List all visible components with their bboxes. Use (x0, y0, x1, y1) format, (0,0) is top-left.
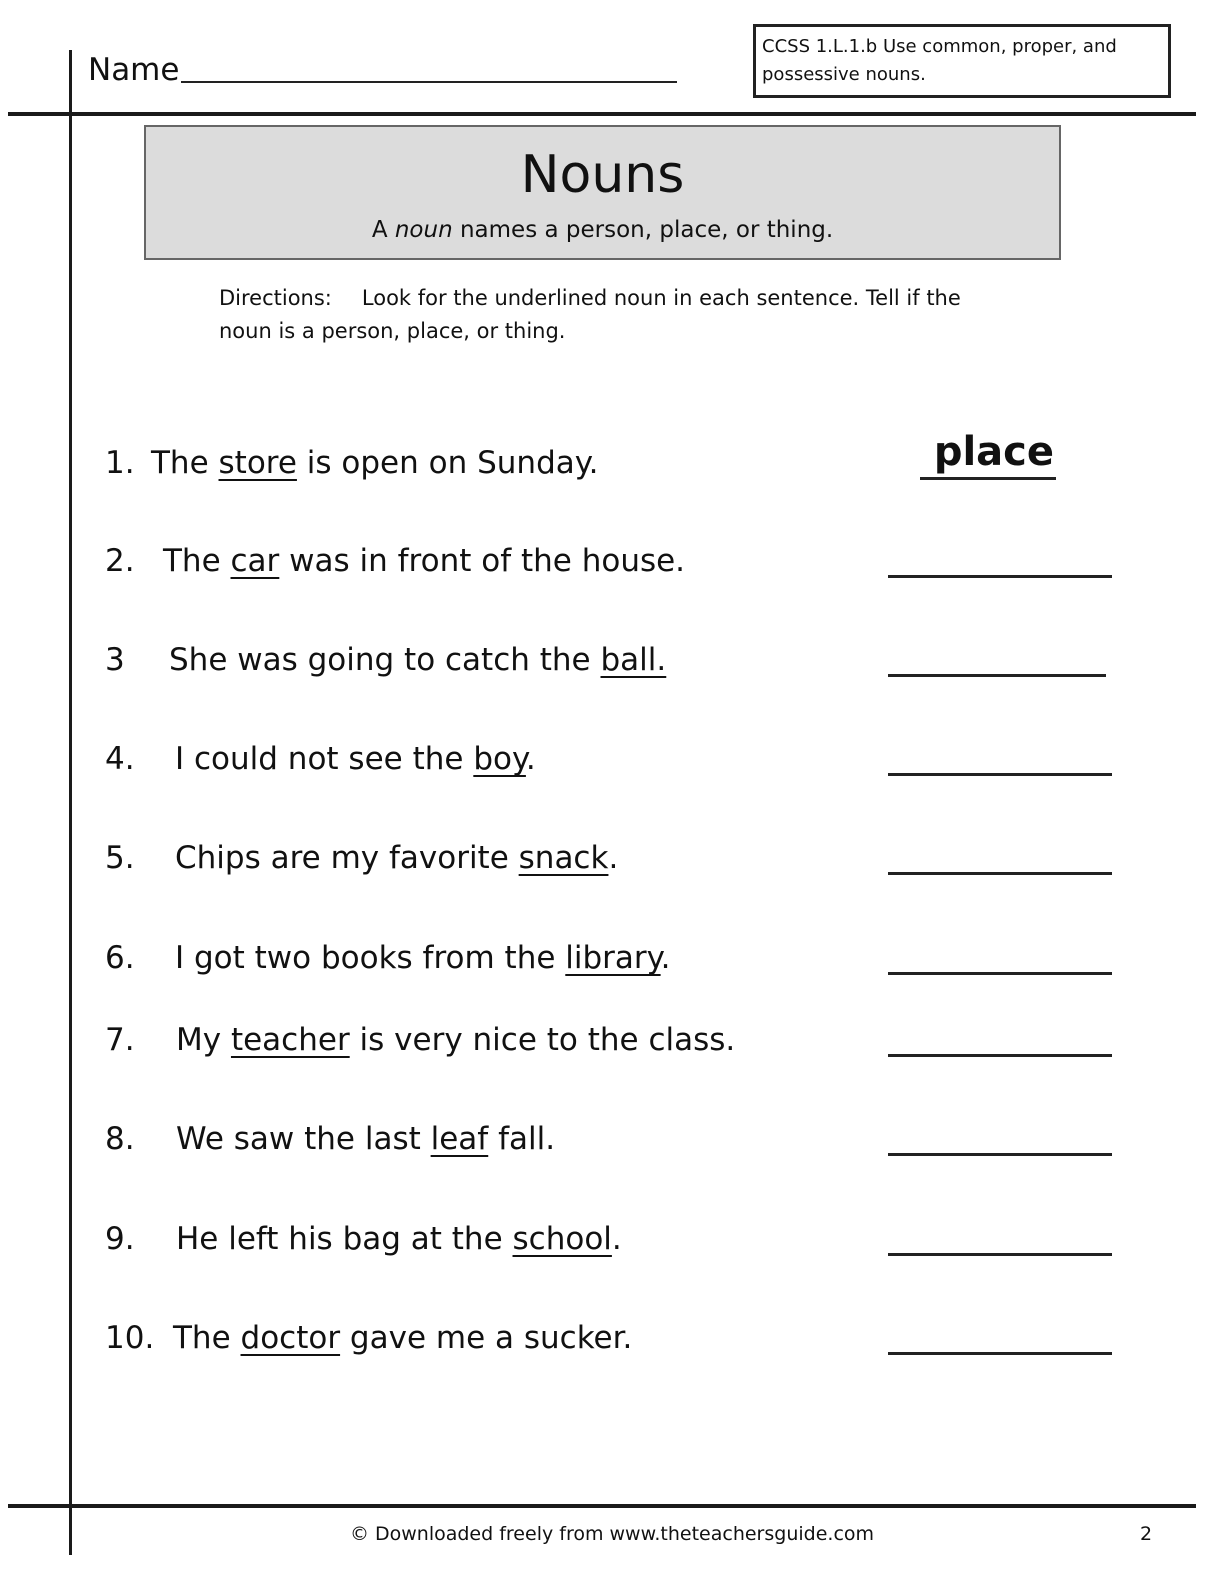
definition-emphasis: noun (394, 217, 453, 243)
answer-blank[interactable] (888, 1153, 1112, 1156)
sentence-after: . (525, 741, 536, 777)
standard-text: CCSS 1.L.1.b Use common, proper, and possessive nouns. (762, 36, 1117, 85)
sentence-after: is open on Sunday. (296, 445, 599, 481)
question-number: 1. (105, 445, 135, 481)
header-divider (8, 112, 1196, 116)
underlined-noun: boy (473, 741, 526, 777)
question-item (105, 443, 599, 483)
underlined-noun: library (565, 940, 661, 976)
sentence-before: I got two books from the (175, 940, 566, 976)
footer-credit: © Downloaded freely from www.theteachersguide.com (349, 1523, 875, 1545)
sentence-before: My (176, 1022, 231, 1058)
sentence-before: The (173, 1320, 241, 1356)
directions (219, 282, 999, 348)
answer-blank[interactable] (888, 674, 1106, 677)
underlined-noun: store (218, 445, 297, 481)
directions-text: Look for the underlined noun in each sentence. Tell if the noun is a person, place, or thing. (219, 286, 961, 343)
example-answer: place (920, 427, 1056, 480)
name-row (88, 52, 677, 88)
sentence-after: fall. (488, 1121, 556, 1157)
name-label: Name (88, 52, 180, 88)
question-number: 3 (105, 642, 125, 678)
question-item (105, 541, 685, 581)
sentence-before: I could not see the (175, 741, 474, 777)
directions-label: Directions: (219, 286, 332, 310)
underlined-noun: school (512, 1221, 612, 1257)
sentence-after: . (660, 940, 671, 976)
underlined-noun: ball. (600, 642, 667, 678)
answer-blank[interactable] (888, 575, 1112, 578)
answer-blank[interactable] (888, 872, 1112, 875)
question-number: 4. (105, 741, 135, 777)
question-number: 8. (105, 1121, 135, 1157)
sentence-before: Chips are my favorite (175, 840, 519, 876)
question-number: 5. (105, 840, 135, 876)
name-blank-line[interactable] (181, 81, 677, 83)
sentence-after: is very nice to the class. (349, 1022, 736, 1058)
question-number: 6. (105, 940, 135, 976)
question-item (105, 1020, 735, 1060)
sentence-after: . (611, 1221, 622, 1257)
standard-box (753, 24, 1171, 98)
underlined-noun: snack (518, 840, 609, 876)
question-number: 9. (105, 1221, 135, 1257)
definition-prefix: A (371, 217, 395, 243)
question-item (105, 1318, 632, 1358)
answer-blank[interactable] (888, 1352, 1112, 1355)
question-item (105, 938, 670, 978)
question-item (105, 739, 536, 779)
question-number: 10. (105, 1320, 155, 1356)
definition (146, 217, 1059, 243)
answer-blank[interactable] (888, 1054, 1112, 1057)
margin-vertical-rule (69, 50, 72, 1555)
underlined-noun: teacher (230, 1022, 350, 1058)
definition-suffix: names a person, place, or thing. (452, 217, 834, 243)
question-item (105, 1219, 622, 1259)
question-item (105, 1119, 555, 1159)
question-item (105, 838, 618, 878)
underlined-noun: car (230, 543, 280, 579)
answer-blank[interactable] (888, 1253, 1112, 1256)
sentence-before: The (151, 445, 219, 481)
title-box (144, 125, 1061, 260)
question-item (105, 640, 666, 680)
page-number: 2 (1140, 1523, 1153, 1545)
answer-blank[interactable] (888, 773, 1112, 776)
underlined-noun: doctor (240, 1320, 341, 1356)
question-number: 2. (105, 543, 135, 579)
underlined-noun: leaf (430, 1121, 489, 1157)
sentence-after: gave me a sucker. (340, 1320, 633, 1356)
sentence-after: was in front of the house. (279, 543, 686, 579)
sentence-before: The (163, 543, 231, 579)
footer-divider (8, 1504, 1196, 1508)
question-number: 7. (105, 1022, 135, 1058)
sentence-after: . (608, 840, 619, 876)
page-title: Nouns (520, 145, 685, 205)
sentence-before: She was going to catch the (169, 642, 601, 678)
sentence-before: He left his bag at the (176, 1221, 513, 1257)
sentence-before: We saw the last (176, 1121, 431, 1157)
answer-blank[interactable] (888, 972, 1112, 975)
